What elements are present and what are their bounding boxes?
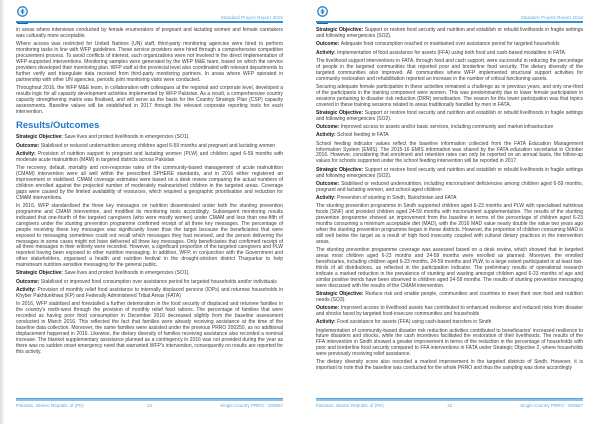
body-paragraph: The stunting prevention programme in Sindh supported children aged 6-23 months and PLW with specialised nutritious foods (SNF) and provided children aged 24-59 months with micronutrient supplementation. The results of the stunting prevention programme showed an improvement from the baseline in terms of the percentage of children aged 6-23 months consuming a minimum acceptable diet (MAD), with the 2016 MAD value nearly double the value two years ago when the stunting prevention programme began in these districts. However, the proportion of children consuming MAD is still well below the target as a result of high food insecurity coupled with cultural dietary practices in the intervention areas. — [316, 203, 583, 245]
body-paragraph: Implementation of community-based disaster risk reduction activities contributed to beneficiaries' increased resilience to future disasters and shocks, while the cash incentives facilitated the restoration of their livelihoods. The results of the FFA intervention in Sindh showed a greater improvement in terms of the reduction in the percentage of households with poor and borderline food security compared to FFA interventions in FATA under Strategic Objective 2, where households were previously receiving relief assistance. — [316, 327, 583, 358]
page-body — [316, 23, 583, 398]
footer-rule — [316, 398, 583, 401]
page-body — [16, 23, 283, 398]
labeled-paragraph: Outcome: Adequate food consumption reached or maintained over assistance period for targeted households — [316, 41, 560, 48]
labeled-paragraph: Outcome: Stabilised or reduced undernutrition, including micronutrient deficiencies among children aged 6-59 months, pregnant and lactating women, and school-aged children — [316, 180, 583, 193]
field-label: Strategic Objective: — [316, 290, 366, 297]
body-paragraph: Throughout 2016, the WFP M&E team, in collaboration with colleagues at the regional and corporate level, developed a results logic for all capacity development activities implemented by WFP Pakistan. As a result, a comprehensive country capacity strengthening matrix was finalised, and will serve as the basis for the Country Strategic Plan (CSP) capacity assessments. Baseline values will be established in 2017 through the relevant corporate reporting tools for each intervention. — [16, 84, 283, 115]
field-label: Activity: — [316, 49, 338, 56]
footer-country: Pakistan, Islamic Republic of (PK) — [16, 403, 84, 408]
footer-project-id: Single Country PRRO - 200867 — [220, 403, 284, 408]
footer-country: Pakistan, Islamic Republic of (PK) — [316, 403, 384, 408]
page-footer — [16, 398, 283, 424]
labeled-paragraph: Activity: School feeding in FATA — [316, 132, 389, 139]
field-label: Activity: — [16, 287, 38, 294]
header-rule — [16, 21, 283, 23]
body-paragraph: School feeding indicator values reflect the baseline information collected from the FATA Education Management Information System (EMIS). The 2015-16 EMIS information was shared by the FATA education secretariat in October 2016. However, considering that enrolment and retention rates can only be reported on an annual basis, the follow-up values for schools supported under the school feeding intervention will be reported in 2017. — [316, 140, 583, 165]
header-rule — [316, 21, 583, 23]
field-label: Strategic Objective: — [316, 109, 365, 116]
labeled-paragraph: Strategic Objective: Support or restore food security and nutrition and establish or rebuild livelihoods in fragile settings and following emergencies (SO2). — [316, 166, 583, 179]
header-title: Standard Project Report 2016 — [220, 15, 283, 20]
labeled-paragraph: Outcome: Improved access to assets and/or basic services, including community and market infrastructure — [316, 124, 554, 131]
field-label: Strategic Objective: — [316, 27, 365, 33]
labeled-paragraph: Strategic Objective: Reduce risk and enable people, communities and countries to meet their own food and nutrition needs (SO3). — [316, 290, 583, 303]
field-label: Strategic Objective: — [16, 270, 65, 277]
labeled-paragraph: Activity: Food assistance for assets (FFA) using cash-based transfers in Sindh — [316, 319, 492, 326]
field-label: Outcome: — [316, 124, 341, 131]
body-paragraph: Where access was restricted for United Nations (UN) staff, third-party monitoring agencies were hired to perform monitoring tasks in line with WFP guidelines. These service providers were hired through a comprehensive competitive procurement process. To avoid conflicts of interest, such organizations were not involved in the direct implementation of WFP-supported interventions. Monitoring samples were generated by the WFP M&E team, based on which the service providers developed their monitoring plan. WFP staff at the provincial level also coordinated with relevant departments to further verify and triangulate data received from third-party monitoring partners. In areas where WFP operated in partnership with other UN agencies, periodic joint monitoring visits were conducted. — [16, 41, 283, 83]
labeled-paragraph: Activity: Provision of nutrition support to pregnant and lactating women (PLW) and children aged 6-59 months with moderate acute malnutrition (MAM) in targeted districts across Pakistan — [16, 151, 283, 163]
body-paragraph: The stunting prevention programme coverage was assessed based on a desk review, which showed that in targeted areas most children aged 6-23 months and 24-59 months were enrolled as planned. Moreover, the enrolled beneficiaries, including children aged 6-23 months, 24-59 months and PLW, to a large extent participated in at least two-thirds of all distributions, as reflected in the participation indicator. The preliminary results of operational research indicate a marked reduction in the prevalence of stunting and wasting amongst children aged 6-23 months of age and similar positive trends have been observed in children aged 24-59 months. The results of stunting prevention messaging were discussed with the results of the CMAM intervention. — [316, 247, 583, 289]
section-heading: Results/Outcomes — [16, 120, 100, 132]
page-header — [16, 5, 283, 23]
body-paragraph: The recovery, default, mortality and non-response rates of the community-based management of acute malnutrition (CMAM) intervention were all well within the prescribed SPHERE standards, and in 2016 either registered an improvement or stabilised. CMAM coverage estimates were based on a desk review comparing the actual numbers of children enrolled against the projected number of moderately malnourished children in the targeted areas. Coverage gaps were caused by the limited availability of resources, which required a geographic prioritisation and reduction for CMAM interventions. — [16, 165, 283, 201]
report-page — [300, 0, 600, 424]
footer-rule — [16, 398, 283, 401]
field-label: Outcome: — [16, 142, 41, 149]
field-label: Outcome: — [316, 305, 341, 312]
wfp-un-emblem-icon — [317, 6, 328, 17]
body-paragraph: The dietary diversity score also recorded a marked improvement in the targeted districts of Sindh. However, it is important to note that the baseline was conducted for the whole PRRO and thus the sampling was done accordingly — [316, 359, 583, 372]
footer-row — [16, 403, 283, 408]
labeled-paragraph: Strategic Objective: Support or restore food security and nutrition and establish or rebuild livelihoods in fragile settings and following emergencies (SO2). — [316, 27, 583, 39]
body-paragraph: Securing adequate female participation in these activities remained a challenge as in previous years, and only one-third of the participants in the training component were women. This was predominantly due to lower female participation in sessions pertaining to disaster risk reduction (DRR) sensitisation. The reason for this lower participation was that topics covered in these training sessions related to areas traditionally handled by men in FATA. — [316, 83, 583, 108]
page-number: 15 — [447, 403, 453, 408]
labeled-paragraph: Strategic Objective: Save lives and protect livelihoods in emergencies (SO1). — [16, 134, 190, 141]
body-paragraph: The livelihood support interventions in FATA, through food and cash support, were successful in reducing the percentage of people in the targeted communities that reported poor and borderline food security. The dietary diversity of the targeted communities also improved. All communities where WFP implemented structural support activities for community restoration and rehabilitation reported an increase in the number of critical functioning assets. — [316, 57, 583, 82]
field-label: Strategic Objective: — [316, 166, 365, 173]
labeled-paragraph: Outcome: Improved access to livelihood assets has contributed to enhanced resilience and reduced risks from disaster and shocks faced by targeted food-insecure communities and households — [316, 305, 583, 317]
field-label: Outcome: — [316, 180, 342, 187]
field-label: Activity: — [16, 151, 38, 158]
labeled-paragraph: Strategic Objective: Support or restore food security and nutrition and establish or rebuild livelihoods in fragile settings and following emergencies (SO2). — [316, 109, 583, 122]
field-label: Activity: — [316, 132, 338, 139]
labeled-paragraph: Activity: Implementation of food assistance for assets (FFA) using both food and cash-based modalities in FATA — [316, 49, 565, 56]
field-label: Strategic Objective: — [16, 134, 65, 141]
labeled-paragraph: Activity: Prevention of stunting in Sindh, Balochistan and FATA — [316, 195, 457, 202]
body-paragraph: In 2016, WFP standardised the three key messages on nutrition disseminated under both the stunting prevention programme and CMAM intervention, and modified its monitoring tools accordingly. Subsequent monitoring results indicated that one-fourth of the targeted caregivers (who were mostly women) under CMAM and less than one-fifth of caregivers under the stunting prevention programme confirmed receipt of all three key messages. The percentage of people receiving these key messages was significantly lower than the target because the beneficiaries that were exposed to messaging sometimes could not recall which messages they had received, and the person delivering the messages in some cases might not have delivered all three key messages. Only beneficiaries that confirmed receipt of all three messages in their entirety were recorded. However, a significant proportion of the targeted caregivers and PLW reported having been exposed to other nutrition messaging. In addition, WFP, in conjunction with the Government and other stakeholders, organised a health and nutrition festival in the drought-stricken district Tharparkar to help mainstream nutrition-sensitive messaging for the general public. — [16, 203, 283, 269]
page-footer — [316, 398, 583, 424]
page-header — [316, 5, 583, 23]
page-number: 14 — [147, 403, 153, 408]
header-title: Standard Project Report 2016 — [520, 15, 583, 20]
footer-project-id: Single Country PRRO - 200867 — [520, 403, 584, 408]
field-label: Activity: — [316, 195, 338, 202]
labeled-paragraph: Outcome: Stabilised or improved food consumption over assistance period for targeted households and/or individuals — [16, 278, 277, 285]
field-label: Outcome: — [16, 278, 41, 285]
body-paragraph: In 2016, WFP stabilised and forestalled a further deterioration in the food security of displaced and returnee families in the country's north-west through the provision of monthly relief food rations. The percentage of families that were recorded as having poor food consumption in December 2016 decreased slightly from the baseline assessment conducted in March 2016. This reflected the fact that families were already receiving assistance at the time of the baseline data collection. Moreover, the same families were assisted under the previous PRRO 200250, as no additional displacement happened in 2016. Likewise, the dietary diversity of families receiving assistance also recorded a nominal increase. The blanket supplementary assistance planned as a contingency in 2016 was not provided during the year as there was no sudden onset emergency need that warranted WFP's intervention, consequently no results are reported for this activity. — [16, 301, 283, 355]
field-label: Activity: — [316, 319, 338, 326]
labeled-paragraph: Outcome: Stabilised or reduced undernutrition among children aged 6-59 months and pregnant and lactating women — [16, 142, 276, 149]
field-label: Outcome: — [316, 41, 341, 48]
body-paragraph: in areas where interviews conducted by female enumerators of pregnant and lactating women and female caretakers was culturally more acceptable. — [16, 27, 283, 39]
footer-row — [316, 403, 583, 408]
labeled-paragraph: Strategic Objective: Save lives and protect livelihoods in emergencies (SO1). — [16, 270, 190, 277]
labeled-paragraph: Activity: Provision of monthly relief food assistance to internally displaced persons (IDPs) and returnee households in Khyber Pakhtunkhwa (KP) and Federally Administered Tribal Areas (FATA) — [16, 287, 283, 299]
wfp-un-emblem-icon — [17, 6, 28, 17]
left-edge-shadow — [0, 0, 5, 424]
